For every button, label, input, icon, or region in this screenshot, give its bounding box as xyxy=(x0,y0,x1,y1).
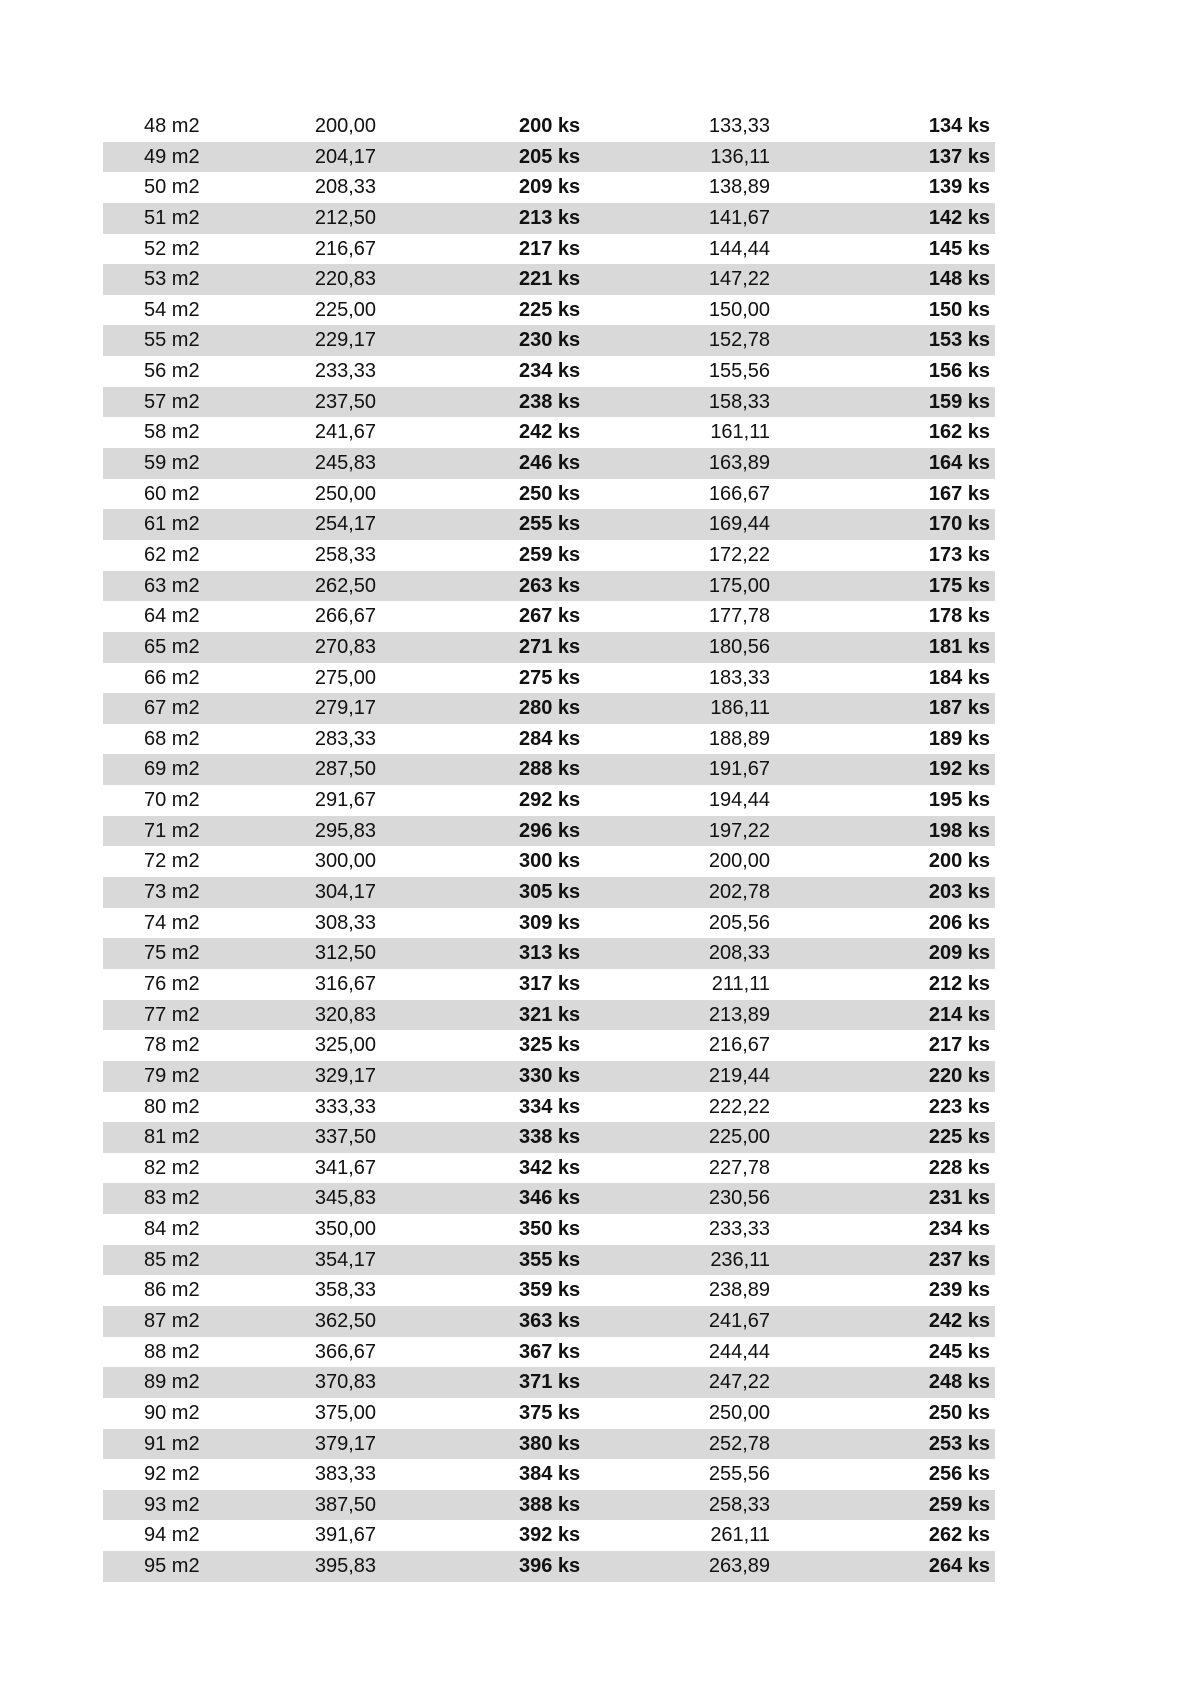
value-b-cell: 238,89 xyxy=(708,1279,770,1302)
area-cell: 83 m2 xyxy=(144,1187,200,1210)
quantity-b-cell: 264 ks xyxy=(928,1555,990,1578)
value-a-cell: 337,50 xyxy=(314,1126,376,1149)
table-row xyxy=(103,295,995,326)
value-a-cell: 229,17 xyxy=(314,329,376,352)
value-a-cell: 216,67 xyxy=(314,237,376,260)
quantity-b-cell: 206 ks xyxy=(928,911,990,934)
value-a-cell: 220,83 xyxy=(314,268,376,291)
area-cell: 55 m2 xyxy=(144,329,200,352)
value-b-cell: 205,56 xyxy=(708,911,770,934)
area-cell: 61 m2 xyxy=(144,513,200,536)
quantity-b-cell: 150 ks xyxy=(928,298,990,321)
quantity-b-cell: 134 ks xyxy=(928,115,990,137)
table-row xyxy=(103,1306,995,1337)
quantity-b-cell: 178 ks xyxy=(928,605,990,628)
area-cell: 58 m2 xyxy=(144,421,200,444)
area-cell: 86 m2 xyxy=(144,1279,200,1302)
quantity-a-cell: 296 ks xyxy=(519,819,581,842)
quantity-a-cell: 271 ks xyxy=(519,635,581,658)
value-a-cell: 316,67 xyxy=(314,972,376,995)
value-b-cell: 155,56 xyxy=(708,360,770,383)
value-b-cell: 188,89 xyxy=(708,727,770,750)
value-a-cell: 237,50 xyxy=(314,390,376,413)
table-row xyxy=(103,111,995,142)
quantity-b-cell: 162 ks xyxy=(928,421,990,444)
area-cell: 71 m2 xyxy=(144,819,200,842)
table-row xyxy=(103,1337,995,1368)
area-cell: 54 m2 xyxy=(144,298,200,321)
value-a-cell: 329,17 xyxy=(314,1064,376,1087)
quantity-a-cell: 213 ks xyxy=(519,206,581,229)
quantity-a-cell: 250 ks xyxy=(519,482,581,505)
value-b-cell: 133,33 xyxy=(708,115,770,137)
table-row xyxy=(103,1245,995,1276)
value-b-cell: 255,56 xyxy=(708,1463,770,1486)
value-b-cell: 161,11 xyxy=(710,421,770,444)
area-cell: 77 m2 xyxy=(144,1003,200,1026)
quantity-a-cell: 388 ks xyxy=(519,1493,581,1516)
value-b-cell: 152,78 xyxy=(708,329,770,352)
value-b-cell: 197,22 xyxy=(708,819,770,842)
table-row xyxy=(103,1214,995,1245)
area-cell: 52 m2 xyxy=(144,237,200,260)
value-a-cell: 300,00 xyxy=(314,850,376,873)
quantity-a-cell: 300 ks xyxy=(519,850,581,873)
table-row xyxy=(103,785,995,816)
quantity-b-cell: 153 ks xyxy=(928,329,990,352)
value-b-cell: 222,22 xyxy=(708,1095,770,1118)
value-a-cell: 362,50 xyxy=(314,1309,376,1332)
table-row xyxy=(103,969,995,1000)
table-row xyxy=(103,938,995,969)
value-b-cell: 241,67 xyxy=(708,1309,770,1332)
quantity-b-cell: 145 ks xyxy=(928,237,990,260)
area-cell: 84 m2 xyxy=(144,1218,200,1241)
value-a-cell: 395,83 xyxy=(314,1555,376,1578)
quantity-a-cell: 267 ks xyxy=(519,605,581,628)
table-row xyxy=(103,571,995,602)
quantity-a-cell: 242 ks xyxy=(519,421,581,444)
value-a-cell: 254,17 xyxy=(314,513,376,536)
quantity-b-cell: 250 ks xyxy=(928,1401,990,1424)
value-a-cell: 358,33 xyxy=(314,1279,376,1302)
area-cell: 93 m2 xyxy=(144,1493,200,1516)
quantity-b-cell: 203 ks xyxy=(928,881,990,904)
area-cell: 87 m2 xyxy=(144,1309,200,1332)
table-row xyxy=(103,1030,995,1061)
quantity-b-cell: 234 ks xyxy=(928,1218,990,1241)
table-row xyxy=(103,234,995,265)
value-a-cell: 312,50 xyxy=(314,942,376,965)
value-a-cell: 208,33 xyxy=(314,176,376,199)
quantity-a-cell: 371 ks xyxy=(519,1371,581,1394)
value-a-cell: 262,50 xyxy=(314,574,376,597)
table-row xyxy=(103,663,995,694)
quantity-a-cell: 359 ks xyxy=(519,1279,581,1302)
area-cell: 74 m2 xyxy=(144,911,200,934)
value-b-cell: 172,22 xyxy=(708,543,770,566)
value-a-cell: 266,67 xyxy=(314,605,376,628)
quantity-a-cell: 280 ks xyxy=(519,697,581,720)
value-a-cell: 279,17 xyxy=(314,697,376,720)
value-a-cell: 325,00 xyxy=(314,1034,376,1057)
value-b-cell: 191,67 xyxy=(708,758,770,781)
area-cell: 90 m2 xyxy=(144,1401,200,1424)
table-row xyxy=(103,1367,995,1398)
quantity-b-cell: 156 ks xyxy=(928,360,990,383)
area-cell: 82 m2 xyxy=(144,1156,200,1179)
quantity-b-cell: 175 ks xyxy=(928,574,990,597)
quantity-b-cell: 167 ks xyxy=(928,482,990,505)
value-b-cell: 258,33 xyxy=(708,1493,770,1516)
table-row xyxy=(103,540,995,571)
value-a-cell: 308,33 xyxy=(314,911,376,934)
quantity-a-cell: 363 ks xyxy=(519,1309,581,1332)
quantity-a-cell: 375 ks xyxy=(519,1401,581,1424)
area-cell: 68 m2 xyxy=(144,727,200,750)
quantity-a-cell: 288 ks xyxy=(519,758,581,781)
quantity-a-cell: 263 ks xyxy=(519,574,581,597)
value-a-cell: 291,67 xyxy=(314,789,376,812)
quantity-a-cell: 292 ks xyxy=(519,789,581,812)
table-row xyxy=(103,1275,995,1306)
area-cell: 73 m2 xyxy=(144,881,200,904)
value-a-cell: 341,67 xyxy=(314,1156,376,1179)
quantity-a-cell: 321 ks xyxy=(519,1003,581,1026)
value-b-cell: 219,44 xyxy=(708,1064,770,1087)
quantity-b-cell: 192 ks xyxy=(928,758,990,781)
quantity-a-cell: 342 ks xyxy=(519,1156,581,1179)
quantity-table xyxy=(103,111,995,1582)
area-cell: 59 m2 xyxy=(144,452,200,475)
quantity-b-cell: 170 ks xyxy=(928,513,990,536)
table-row xyxy=(103,417,995,448)
area-cell: 85 m2 xyxy=(144,1248,200,1271)
value-a-cell: 295,83 xyxy=(314,819,376,842)
table-row xyxy=(103,172,995,203)
table-row xyxy=(103,479,995,510)
table-row xyxy=(103,142,995,173)
quantity-a-cell: 334 ks xyxy=(519,1095,581,1118)
value-b-cell: 261,11 xyxy=(710,1524,770,1547)
quantity-b-cell: 217 ks xyxy=(928,1034,990,1057)
area-cell: 79 m2 xyxy=(144,1064,200,1087)
table-row xyxy=(103,203,995,234)
quantity-a-cell: 200 ks xyxy=(519,115,581,137)
table-row xyxy=(103,632,995,663)
quantity-a-cell: 221 ks xyxy=(519,268,581,291)
area-cell: 80 m2 xyxy=(144,1095,200,1118)
quantity-b-cell: 189 ks xyxy=(928,727,990,750)
quantity-b-cell: 239 ks xyxy=(928,1279,990,1302)
area-cell: 49 m2 xyxy=(144,145,200,168)
quantity-a-cell: 338 ks xyxy=(519,1126,581,1149)
value-b-cell: 175,00 xyxy=(708,574,770,597)
quantity-b-cell: 195 ks xyxy=(928,789,990,812)
quantity-a-cell: 259 ks xyxy=(519,543,581,566)
quantity-b-cell: 164 ks xyxy=(928,452,990,475)
area-cell: 63 m2 xyxy=(144,574,200,597)
value-a-cell: 200,00 xyxy=(314,115,376,137)
value-b-cell: 166,67 xyxy=(708,482,770,505)
area-cell: 75 m2 xyxy=(144,942,200,965)
value-b-cell: 194,44 xyxy=(708,789,770,812)
value-a-cell: 225,00 xyxy=(314,298,376,321)
value-b-cell: 202,78 xyxy=(708,881,770,904)
value-a-cell: 204,17 xyxy=(314,145,376,168)
table-row xyxy=(103,1122,995,1153)
value-a-cell: 275,00 xyxy=(314,666,376,689)
quantity-a-cell: 317 ks xyxy=(519,972,581,995)
value-b-cell: 138,89 xyxy=(708,176,770,199)
value-a-cell: 270,83 xyxy=(314,635,376,658)
quantity-b-cell: 142 ks xyxy=(928,206,990,229)
quantity-a-cell: 392 ks xyxy=(519,1524,581,1547)
table-row xyxy=(103,448,995,479)
area-cell: 72 m2 xyxy=(144,850,200,873)
area-cell: 69 m2 xyxy=(144,758,200,781)
value-a-cell: 283,33 xyxy=(314,727,376,750)
value-a-cell: 212,50 xyxy=(314,206,376,229)
value-b-cell: 208,33 xyxy=(708,942,770,965)
table-row xyxy=(103,816,995,847)
quantity-a-cell: 367 ks xyxy=(519,1340,581,1363)
quantity-b-cell: 245 ks xyxy=(928,1340,990,1363)
value-a-cell: 345,83 xyxy=(314,1187,376,1210)
area-cell: 78 m2 xyxy=(144,1034,200,1057)
value-b-cell: 147,22 xyxy=(708,268,770,291)
value-b-cell: 227,78 xyxy=(708,1156,770,1179)
table-row xyxy=(103,1551,995,1582)
area-cell: 57 m2 xyxy=(144,390,200,413)
table-row xyxy=(103,1061,995,1092)
quantity-b-cell: 237 ks xyxy=(928,1248,990,1271)
quantity-b-cell: 200 ks xyxy=(928,850,990,873)
value-b-cell: 244,44 xyxy=(708,1340,770,1363)
area-cell: 88 m2 xyxy=(144,1340,200,1363)
area-cell: 67 m2 xyxy=(144,697,200,720)
quantity-a-cell: 305 ks xyxy=(519,881,581,904)
quantity-a-cell: 380 ks xyxy=(519,1432,581,1455)
quantity-b-cell: 209 ks xyxy=(928,942,990,965)
value-a-cell: 233,33 xyxy=(314,360,376,383)
table-row xyxy=(103,908,995,939)
value-b-cell: 150,00 xyxy=(708,298,770,321)
quantity-b-cell: 223 ks xyxy=(928,1095,990,1118)
value-b-cell: 177,78 xyxy=(708,605,770,628)
quantity-a-cell: 209 ks xyxy=(519,176,581,199)
value-b-cell: 211,11 xyxy=(711,972,770,995)
quantity-b-cell: 253 ks xyxy=(928,1432,990,1455)
table-row xyxy=(103,1183,995,1214)
quantity-a-cell: 355 ks xyxy=(519,1248,581,1271)
quantity-a-cell: 217 ks xyxy=(519,237,581,260)
quantity-a-cell: 225 ks xyxy=(519,298,581,321)
quantity-b-cell: 228 ks xyxy=(928,1156,990,1179)
quantity-b-cell: 262 ks xyxy=(928,1524,990,1547)
table-row xyxy=(103,387,995,418)
quantity-a-cell: 396 ks xyxy=(519,1555,581,1578)
quantity-b-cell: 259 ks xyxy=(928,1493,990,1516)
table-row xyxy=(103,846,995,877)
quantity-a-cell: 205 ks xyxy=(519,145,581,168)
area-cell: 51 m2 xyxy=(144,206,200,229)
area-cell: 89 m2 xyxy=(144,1371,200,1394)
quantity-a-cell: 230 ks xyxy=(519,329,581,352)
area-cell: 81 m2 xyxy=(144,1126,200,1149)
quantity-a-cell: 246 ks xyxy=(519,452,581,475)
value-a-cell: 320,83 xyxy=(314,1003,376,1026)
value-b-cell: 230,56 xyxy=(708,1187,770,1210)
table-row xyxy=(103,356,995,387)
quantity-b-cell: 198 ks xyxy=(928,819,990,842)
table-row xyxy=(103,1429,995,1460)
value-a-cell: 375,00 xyxy=(314,1401,376,1424)
quantity-a-cell: 330 ks xyxy=(519,1064,581,1087)
value-b-cell: 200,00 xyxy=(708,850,770,873)
value-b-cell: 163,89 xyxy=(708,452,770,475)
value-a-cell: 350,00 xyxy=(314,1218,376,1241)
table-row xyxy=(103,325,995,356)
value-b-cell: 252,78 xyxy=(708,1432,770,1455)
area-cell: 94 m2 xyxy=(144,1524,200,1547)
value-b-cell: 233,33 xyxy=(708,1218,770,1241)
table-row xyxy=(103,264,995,295)
quantity-a-cell: 350 ks xyxy=(519,1218,581,1241)
quantity-b-cell: 220 ks xyxy=(928,1064,990,1087)
value-a-cell: 333,33 xyxy=(314,1095,376,1118)
value-a-cell: 287,50 xyxy=(314,758,376,781)
value-a-cell: 387,50 xyxy=(314,1493,376,1516)
area-cell: 60 m2 xyxy=(144,482,200,505)
value-b-cell: 247,22 xyxy=(708,1371,770,1394)
value-b-cell: 169,44 xyxy=(708,513,770,536)
table-row xyxy=(103,509,995,540)
quantity-b-cell: 181 ks xyxy=(928,635,990,658)
quantity-a-cell: 384 ks xyxy=(519,1463,581,1486)
value-b-cell: 141,67 xyxy=(708,206,770,229)
value-b-cell: 225,00 xyxy=(708,1126,770,1149)
quantity-b-cell: 248 ks xyxy=(928,1371,990,1394)
value-b-cell: 144,44 xyxy=(708,237,770,260)
value-b-cell: 250,00 xyxy=(708,1401,770,1424)
area-cell: 91 m2 xyxy=(144,1432,200,1455)
value-a-cell: 391,67 xyxy=(314,1524,376,1547)
value-a-cell: 370,83 xyxy=(314,1371,376,1394)
value-a-cell: 241,67 xyxy=(314,421,376,444)
table-row xyxy=(103,1000,995,1031)
table-row xyxy=(103,754,995,785)
value-b-cell: 263,89 xyxy=(708,1555,770,1578)
area-cell: 62 m2 xyxy=(144,543,200,566)
quantity-a-cell: 346 ks xyxy=(519,1187,581,1210)
area-cell: 64 m2 xyxy=(144,605,200,628)
table-row xyxy=(103,1459,995,1490)
value-a-cell: 258,33 xyxy=(314,543,376,566)
value-a-cell: 245,83 xyxy=(314,452,376,475)
area-cell: 70 m2 xyxy=(144,789,200,812)
value-b-cell: 180,56 xyxy=(708,635,770,658)
quantity-b-cell: 137 ks xyxy=(928,145,990,168)
quantity-a-cell: 238 ks xyxy=(519,390,581,413)
quantity-a-cell: 234 ks xyxy=(519,360,581,383)
quantity-b-cell: 139 ks xyxy=(928,176,990,199)
quantity-a-cell: 275 ks xyxy=(519,666,581,689)
value-a-cell: 304,17 xyxy=(314,881,376,904)
quantity-a-cell: 313 ks xyxy=(519,942,581,965)
area-cell: 92 m2 xyxy=(144,1463,200,1486)
quantity-a-cell: 284 ks xyxy=(519,727,581,750)
quantity-a-cell: 255 ks xyxy=(519,513,581,536)
value-b-cell: 236,11 xyxy=(710,1248,770,1271)
quantity-b-cell: 212 ks xyxy=(928,972,990,995)
quantity-b-cell: 184 ks xyxy=(928,666,990,689)
quantity-b-cell: 148 ks xyxy=(928,268,990,291)
table-row xyxy=(103,1092,995,1123)
area-cell: 50 m2 xyxy=(144,176,200,199)
value-b-cell: 136,11 xyxy=(710,145,770,168)
table-row xyxy=(103,693,995,724)
value-b-cell: 158,33 xyxy=(708,390,770,413)
table-row xyxy=(103,1520,995,1551)
quantity-b-cell: 225 ks xyxy=(928,1126,990,1149)
value-a-cell: 379,17 xyxy=(314,1432,376,1455)
value-a-cell: 366,67 xyxy=(314,1340,376,1363)
area-cell: 76 m2 xyxy=(144,972,200,995)
quantity-b-cell: 187 ks xyxy=(928,697,990,720)
value-b-cell: 183,33 xyxy=(708,666,770,689)
quantity-b-cell: 173 ks xyxy=(928,543,990,566)
quantity-a-cell: 309 ks xyxy=(519,911,581,934)
area-cell: 95 m2 xyxy=(144,1555,200,1578)
area-cell: 66 m2 xyxy=(144,666,200,689)
table-row xyxy=(103,877,995,908)
quantity-b-cell: 242 ks xyxy=(928,1309,990,1332)
table-row xyxy=(103,1153,995,1184)
value-b-cell: 186,11 xyxy=(710,697,770,720)
area-cell: 56 m2 xyxy=(144,360,200,383)
table-row xyxy=(103,1398,995,1429)
quantity-b-cell: 159 ks xyxy=(928,390,990,413)
quantity-a-cell: 325 ks xyxy=(519,1034,581,1057)
quantity-b-cell: 231 ks xyxy=(928,1187,990,1210)
area-cell: 48 m2 xyxy=(144,115,200,137)
value-b-cell: 213,89 xyxy=(708,1003,770,1026)
quantity-b-cell: 214 ks xyxy=(928,1003,990,1026)
area-cell: 53 m2 xyxy=(144,268,200,291)
value-b-cell: 216,67 xyxy=(708,1034,770,1057)
table-row xyxy=(103,601,995,632)
table-row xyxy=(103,724,995,755)
area-cell: 65 m2 xyxy=(144,635,200,658)
quantity-b-cell: 256 ks xyxy=(928,1463,990,1486)
value-a-cell: 354,17 xyxy=(314,1248,376,1271)
value-a-cell: 250,00 xyxy=(314,482,376,505)
value-a-cell: 383,33 xyxy=(314,1463,376,1486)
table-row xyxy=(103,1490,995,1521)
